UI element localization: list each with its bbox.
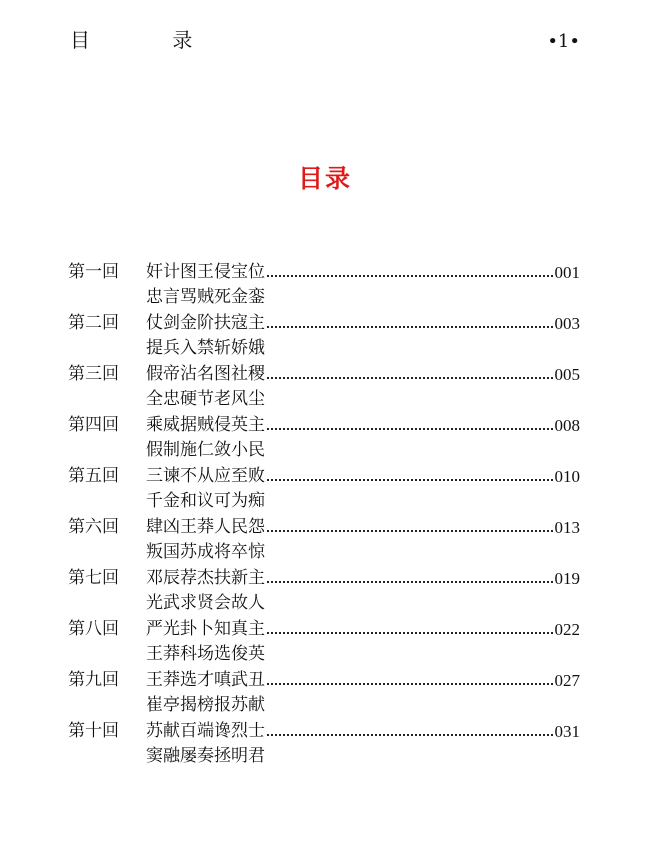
chapter-title-line2: 叛国苏成将卒惊 [146, 542, 265, 562]
chapter-number: 第三回 [68, 364, 119, 384]
dot-leader [267, 566, 553, 591]
page-ref: 022 [554, 620, 580, 639]
chapter-title-line2: 提兵入禁斩娇娥 [146, 338, 265, 358]
chapter-title-line1: 仗剑金阶扶寇主 [146, 313, 265, 333]
toc-entry[interactable] [68, 362, 580, 413]
chapter-title-line1: 肆凶王莽人民怨 [146, 517, 265, 537]
dot-leader [267, 719, 553, 744]
chapter-number: 第一回 [68, 262, 119, 282]
table-of-contents [68, 260, 580, 770]
page-ref: 031 [554, 722, 580, 741]
chapter-number: 第二回 [68, 313, 119, 333]
dot-leader [267, 464, 553, 489]
toc-entry[interactable] [68, 311, 580, 362]
chapter-title-line1: 三谏不从应至败 [146, 466, 265, 486]
chapter-number: 第五回 [68, 466, 119, 486]
chapter-number: 第十回 [68, 721, 119, 741]
page-ref: 010 [554, 467, 580, 486]
chapter-title-line2: 窦融屡奏拯明君 [146, 746, 265, 766]
toc-entry[interactable] [68, 464, 580, 515]
chapter-number: 第六回 [68, 517, 119, 537]
toc-entry[interactable] [68, 719, 580, 770]
chapter-title-line2: 王莽科场选俊英 [146, 644, 265, 664]
chapter-title-line1: 假帝沾名图社稷 [146, 364, 265, 384]
toc-heading: 目录 [297, 164, 352, 193]
chapter-number: 第七回 [68, 568, 119, 588]
dot-leader [267, 617, 553, 642]
chapter-title-line2: 千金和议可为痴 [146, 491, 265, 511]
toc-entry[interactable] [68, 260, 580, 311]
dot-leader [267, 668, 553, 693]
toc-entry[interactable] [68, 566, 580, 617]
toc-entry[interactable] [68, 668, 580, 719]
running-title: 目 录 [70, 28, 231, 52]
chapter-title-line2: 假制施仁敛小民 [146, 440, 265, 460]
page-ref: 027 [554, 671, 580, 690]
page-ref: 008 [554, 416, 580, 435]
page-ref: 019 [554, 569, 580, 588]
chapter-title-line1: 邓辰荐杰扶新主 [146, 568, 265, 588]
chapter-title-line1: 严光卦卜知真主 [146, 619, 265, 639]
toc-entry[interactable] [68, 413, 580, 464]
chapter-title-line1: 苏献百端谗烈士 [146, 721, 265, 741]
page-ref: 013 [554, 518, 580, 537]
chapter-title-line1: 王莽选才嗔武丑 [146, 670, 265, 690]
page-ref: 001 [554, 263, 580, 282]
chapter-number: 第八回 [68, 619, 119, 639]
page-number: •1• [547, 31, 580, 52]
chapter-title-line2: 崔亭揭榜报苏献 [146, 695, 265, 715]
chapter-title-line2: 光武求贤会故人 [146, 593, 265, 613]
toc-entry[interactable] [68, 515, 580, 566]
dot-leader [267, 515, 553, 540]
chapter-number: 第四回 [68, 415, 119, 435]
chapter-title-line2: 全忠硬节老风尘 [146, 389, 265, 409]
chapter-title-line2: 忠言骂贼死金銮 [146, 287, 265, 307]
chapter-number: 第九回 [68, 670, 119, 690]
dot-leader [267, 260, 553, 285]
page-ref: 005 [554, 365, 580, 384]
toc-entry[interactable] [68, 617, 580, 668]
chapter-title-line1: 乘威据贼侵英主 [146, 415, 265, 435]
dot-leader [267, 311, 553, 336]
dot-leader [267, 413, 553, 438]
dot-leader [267, 362, 553, 387]
page-ref: 003 [554, 314, 580, 333]
chapter-title-line1: 奸计图王侵宝位 [146, 262, 265, 282]
